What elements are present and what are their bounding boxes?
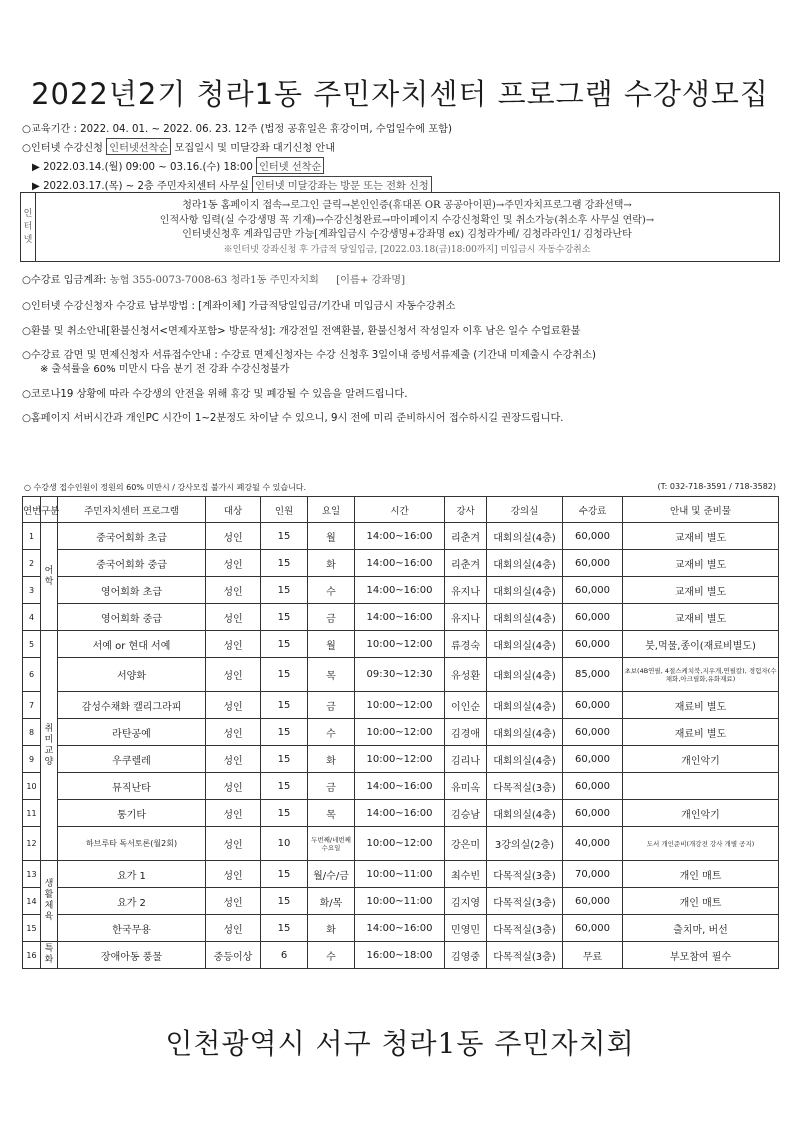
cell-time: 10:00~11:00: [355, 888, 445, 915]
cell-capacity: 15: [261, 523, 308, 550]
cell-target: 성인: [206, 692, 261, 719]
side-char-1: 인: [23, 208, 33, 219]
account-line: [22, 271, 405, 286]
cell-room: 대회의실(4층): [487, 658, 563, 692]
schedule-online: [32, 157, 324, 174]
cell-note: 재료비 별도: [623, 719, 779, 746]
internet-procedure-box: [20, 192, 780, 262]
cell-teacher: 리춘겨: [445, 550, 487, 577]
cell-capacity: 15: [261, 888, 308, 915]
row-category: 특화: [41, 942, 58, 969]
cell-capacity: 15: [261, 773, 308, 800]
cell-teacher: 김리나: [445, 746, 487, 773]
cell-teacher: 최수빈: [445, 861, 487, 888]
cell-fee: 무료: [563, 942, 623, 969]
table-row: [23, 577, 779, 604]
cell-day: 화: [308, 915, 355, 942]
cell-fee: 70,000: [563, 861, 623, 888]
cell-target: 성인: [206, 631, 261, 658]
cell-teacher: 리춘겨: [445, 523, 487, 550]
cell-program: 우쿠렐레: [58, 746, 206, 773]
cell-note: 개인악기: [623, 800, 779, 827]
cell-fee: 60,000: [563, 631, 623, 658]
row-no: 8: [23, 719, 41, 746]
cell-capacity: 15: [261, 861, 308, 888]
cell-day: 화: [308, 550, 355, 577]
cell-target: 성인: [206, 523, 261, 550]
cell-room: 대회의실(4층): [487, 604, 563, 631]
cell-target: 성인: [206, 915, 261, 942]
cell-time: 14:00~16:00: [355, 577, 445, 604]
cell-room: 대회의실(4층): [487, 523, 563, 550]
side-char-3: 넷: [23, 234, 33, 245]
cell-target: 성인: [206, 550, 261, 577]
col-time: 시간: [355, 497, 445, 523]
refund-info: ○환불 및 취소안내[환불신청서<면제자포함> 방문작성]: 개강전일 전액환불, 환불신청서 작성일자 이후 남은 일수 수업료환불: [22, 326, 581, 337]
page-title: 2022년2기 청라1동 주민자치센터 프로그램 수강생모집: [31, 77, 769, 111]
cell-room: 대회의실(4층): [487, 719, 563, 746]
schedule-online-date: ▶ 2022.03.14.(월) 09:00 ~ 03.16.(수) 18:00: [32, 162, 257, 173]
schedule-online-box: 인터넷 선착순: [256, 157, 324, 174]
row-no: 12: [23, 827, 41, 861]
internet-side-label: [21, 193, 36, 261]
cell-day: 두번째/네번째 수요일: [308, 827, 355, 861]
table-row: [23, 800, 779, 827]
cell-program: 서양화: [58, 658, 206, 692]
cell-target: 성인: [206, 719, 261, 746]
cell-fee: 60,000: [563, 915, 623, 942]
cell-target: 성인: [206, 888, 261, 915]
cell-capacity: 15: [261, 631, 308, 658]
row-no: 5: [23, 631, 41, 658]
cell-program: 영어회화 초급: [58, 577, 206, 604]
cell-time: 10:00~12:00: [355, 746, 445, 773]
col-category: 구분: [41, 497, 58, 523]
table-row: [23, 658, 779, 692]
cell-day: 금: [308, 773, 355, 800]
cell-target: 성인: [206, 577, 261, 604]
row-no: 2: [23, 550, 41, 577]
cell-room: 다목적실(3층): [487, 942, 563, 969]
cell-day: 목: [308, 658, 355, 692]
cell-note: 붓,먹물,종이(재료비별도): [623, 631, 779, 658]
cell-program: 하브루타 독서토론(월2회): [58, 827, 206, 861]
table-row: [23, 915, 779, 942]
cell-room: 다목적실(3층): [487, 773, 563, 800]
cell-capacity: 10: [261, 827, 308, 861]
cell-capacity: 15: [261, 692, 308, 719]
cell-fee: 60,000: [563, 550, 623, 577]
covid-notice: ○코로나19 상황에 따라 수강생의 안전을 위해 휴강 및 폐강될 수 있음을 알려드립니다.: [22, 389, 408, 400]
table-row: [23, 942, 779, 969]
cell-program: 요가 1: [58, 861, 206, 888]
row-no: 10: [23, 773, 41, 800]
cell-target: 중등이상: [206, 942, 261, 969]
table-note: ○ 수강생 접수인원이 정원의 60% 미만시 / 강사모집 불가시 폐강될 수 있습니다.: [24, 483, 307, 492]
col-day: 요일: [308, 497, 355, 523]
cell-teacher: 강은미: [445, 827, 487, 861]
cell-capacity: 15: [261, 800, 308, 827]
cell-teacher: 류경숙: [445, 631, 487, 658]
cell-time: 14:00~16:00: [355, 550, 445, 577]
cell-teacher: 김경애: [445, 719, 487, 746]
col-note: 안내 및 준비물: [623, 497, 779, 523]
table-row: [23, 631, 779, 658]
cell-program: 장애아동 풍물: [58, 942, 206, 969]
cell-program: 감성수채화 캘리그라피: [58, 692, 206, 719]
cell-day: 수: [308, 942, 355, 969]
cell-day: 금: [308, 692, 355, 719]
cell-room: 대회의실(4층): [487, 550, 563, 577]
cell-capacity: 15: [261, 658, 308, 692]
cell-teacher: 유지나: [445, 604, 487, 631]
row-no: 3: [23, 577, 41, 604]
cell-time: 14:00~16:00: [355, 915, 445, 942]
cell-capacity: 15: [261, 577, 308, 604]
table-row: [23, 827, 779, 861]
cell-note: 교재비 별도: [623, 523, 779, 550]
cell-note: 재료비 별도: [623, 692, 779, 719]
account-note: [이름+ 강좌명]: [336, 275, 406, 286]
cell-room: 다목적실(3층): [487, 915, 563, 942]
cell-room: 대회의실(4층): [487, 746, 563, 773]
cell-teacher: 유지나: [445, 577, 487, 604]
cell-time: 14:00~16:00: [355, 523, 445, 550]
cell-program: 요가 2: [58, 888, 206, 915]
cell-program: 서예 or 현대 서예: [58, 631, 206, 658]
cell-day: 수: [308, 719, 355, 746]
cell-day: 수: [308, 577, 355, 604]
cell-room: 3강의실(2층): [487, 827, 563, 861]
cell-time: 14:00~16:00: [355, 800, 445, 827]
cell-time: 10:00~12:00: [355, 827, 445, 861]
cell-target: 성인: [206, 746, 261, 773]
row-no: 9: [23, 746, 41, 773]
program-table: [22, 496, 779, 969]
cell-note: 개인 매트: [623, 861, 779, 888]
row-no: 11: [23, 800, 41, 827]
cell-time: 10:00~12:00: [355, 692, 445, 719]
cell-note: 초보(4B연필, 4절스케치북,지우개,연필칼), 경험자(수채화,아크릴화,유화재료): [623, 658, 779, 692]
cell-time: 16:00~18:00: [355, 942, 445, 969]
cell-fee: 85,000: [563, 658, 623, 692]
side-char-2: 터: [23, 221, 33, 232]
col-program: 주민자치센터 프로그램: [58, 497, 206, 523]
row-category: 어학: [41, 523, 58, 631]
cell-room: 다목적실(3층): [487, 888, 563, 915]
cell-fee: 60,000: [563, 746, 623, 773]
cell-fee: 60,000: [563, 523, 623, 550]
cell-day: 목: [308, 800, 355, 827]
table-row: [23, 746, 779, 773]
cell-note: 교재비 별도: [623, 604, 779, 631]
col-teacher: 강사: [445, 497, 487, 523]
cell-capacity: 15: [261, 746, 308, 773]
cell-fee: 60,000: [563, 604, 623, 631]
cell-day: 금: [308, 604, 355, 631]
cell-room: 대회의실(4층): [487, 692, 563, 719]
cell-capacity: 15: [261, 915, 308, 942]
cell-teacher: 민영민: [445, 915, 487, 942]
table-header-row: [23, 497, 779, 523]
col-capacity: 인원: [261, 497, 308, 523]
cell-teacher: 김영중: [445, 942, 487, 969]
cell-time: 10:00~12:00: [355, 631, 445, 658]
cell-room: 대회의실(4층): [487, 577, 563, 604]
account-value: 농협 355-0073-7008-63 청라1동 주민자치회: [109, 275, 319, 286]
table-row: [23, 861, 779, 888]
procedure-line-2: 인적사항 입력(실 수강생명 꼭 기재)→수강신청완료→마이페이지 수강신청확인 및 취소가능(취소후 사무실 연락)→: [159, 214, 655, 226]
internet-signup-label: ○인터넷 수강신청: [22, 143, 107, 154]
cell-note: 개인 매트: [623, 888, 779, 915]
cell-capacity: 15: [261, 719, 308, 746]
row-category: 취미교양: [41, 631, 58, 861]
procedure-line-4: ※인터넷 강좌신청 후 가급적 당일입금, [2022.03.18(금)18:00까지] 미입금시 자동수강취소: [223, 244, 591, 255]
cell-note: 교재비 별도: [623, 550, 779, 577]
schedule-office: [32, 176, 432, 193]
account-label: ○수강료 입금계좌:: [22, 275, 107, 286]
cell-room: 다목적실(3층): [487, 861, 563, 888]
internet-signup-box: 인터넷선착순: [106, 138, 171, 155]
cell-note: 개인악기: [623, 746, 779, 773]
cell-program: 중국어회화 중급: [58, 550, 206, 577]
cell-day: 화: [308, 746, 355, 773]
cell-target: 성인: [206, 800, 261, 827]
cell-teacher: 유미옥: [445, 773, 487, 800]
table-row: [23, 604, 779, 631]
row-no: 13: [23, 861, 41, 888]
cell-program: 라탄공예: [58, 719, 206, 746]
cell-capacity: 6: [261, 942, 308, 969]
cell-note: [623, 773, 779, 800]
row-no: 7: [23, 692, 41, 719]
discount-info: ○수강료 감면 및 면제신청자 서류접수안내 : 수강료 면제신청자는 수강 신청후 3일이내 증빙서류제출 (기간내 미제출시 수강취소): [22, 350, 596, 361]
col-fee: 수강료: [563, 497, 623, 523]
cell-target: 성인: [206, 658, 261, 692]
schedule-office-date: ▶ 2022.03.17.(목) ~ 2층 주민자치센터 사무실: [32, 181, 253, 192]
schedule-office-box: 인터넷 미달강좌는 방문 또는 전화 신청: [252, 176, 432, 193]
procedure-line-1: 청라1동 홈페이지 접속→로그인 클릭→본인인증(휴대폰 OR 공공아이핀)→주민자치프로그램 강좌선택→: [182, 200, 632, 211]
cell-time: 09:30~12:30: [355, 658, 445, 692]
row-no: 4: [23, 604, 41, 631]
cell-note: 부모참여 필수: [623, 942, 779, 969]
cell-fee: 60,000: [563, 577, 623, 604]
row-no: 15: [23, 915, 41, 942]
table-row: [23, 550, 779, 577]
cell-target: 성인: [206, 604, 261, 631]
col-no: 연번: [23, 497, 41, 523]
cell-target: 성인: [206, 861, 261, 888]
cell-program: 중국어회화 초급: [58, 523, 206, 550]
cell-time: 14:00~16:00: [355, 773, 445, 800]
cell-note: 출치마, 버선: [623, 915, 779, 942]
cell-fee: 60,000: [563, 719, 623, 746]
table-row: [23, 523, 779, 550]
cell-program: 한국무용: [58, 915, 206, 942]
cell-program: 통기타: [58, 800, 206, 827]
cell-room: 대회의실(4층): [487, 631, 563, 658]
row-no: 16: [23, 942, 41, 969]
cell-program: 뮤직난타: [58, 773, 206, 800]
cell-note: 도서 개인준비(개강전 강사 개별 공지): [623, 827, 779, 861]
cell-teacher: 김승남: [445, 800, 487, 827]
server-time-notice: ○홈페이지 서버시간과 개인PC 시간이 1~2분정도 차이날 수 있으니, 9시 전에 미리 준비하시어 접수하시길 권장드립니다.: [22, 413, 564, 424]
attendance-note: ※ 출석률을 60% 미만시 다음 분기 전 강좌 수강신청불가: [40, 364, 290, 375]
cell-time: 14:00~16:00: [355, 604, 445, 631]
cell-fee: 60,000: [563, 773, 623, 800]
footer-organization: 인천광역시 서구 청라1동 주민자치회: [165, 1027, 635, 1060]
cell-capacity: 15: [261, 550, 308, 577]
cell-fee: 60,000: [563, 800, 623, 827]
cell-fee: 60,000: [563, 888, 623, 915]
cell-room: 대회의실(4층): [487, 800, 563, 827]
cell-teacher: 유성환: [445, 658, 487, 692]
cell-fee: 40,000: [563, 827, 623, 861]
table-row: [23, 888, 779, 915]
cell-time: 10:00~11:00: [355, 861, 445, 888]
cell-target: 성인: [206, 827, 261, 861]
cell-program: 영어회화 중급: [58, 604, 206, 631]
cell-note: 교재비 별도: [623, 577, 779, 604]
cell-capacity: 15: [261, 604, 308, 631]
row-category: 생활체육: [41, 861, 58, 942]
col-room: 강의실: [487, 497, 563, 523]
cell-time: 10:00~12:00: [355, 719, 445, 746]
internet-signup-line: [22, 138, 335, 155]
cell-day: 월: [308, 631, 355, 658]
table-row: [23, 692, 779, 719]
cell-teacher: 김지영: [445, 888, 487, 915]
contact-phone: (T: 032-718-3591 / 718-3582): [657, 482, 776, 491]
cell-target: 성인: [206, 773, 261, 800]
education-period: ○교육기간 : 2022. 04. 01. ~ 2022. 06. 23. 12주 (법정 공휴일은 휴강이며, 수업일수에 포함): [22, 124, 452, 135]
cell-day: 월: [308, 523, 355, 550]
table-row: [23, 719, 779, 746]
col-target: 대상: [206, 497, 261, 523]
row-no: 14: [23, 888, 41, 915]
procedure-line-3: 인터넷신청후 계좌입금만 가능[계좌입금시 수강생명+강좌명 ex) 김청라가베/ 김청라라인1/ 김청라난타: [182, 229, 632, 240]
cell-day: 화/목: [308, 888, 355, 915]
cell-teacher: 이인순: [445, 692, 487, 719]
payment-method: ○인터넷 수강신청자 수강료 납부방법 : [계좌이체] 가급적당일입금/기간내 미입금시 자동수강취소: [22, 301, 456, 312]
row-no: 6: [23, 658, 41, 692]
row-no: 1: [23, 523, 41, 550]
table-row: [23, 773, 779, 800]
cell-fee: 60,000: [563, 692, 623, 719]
cell-day: 월/수/금: [308, 861, 355, 888]
internet-signup-desc: 모집일시 및 미달강좌 대기신청 안내: [171, 143, 336, 154]
